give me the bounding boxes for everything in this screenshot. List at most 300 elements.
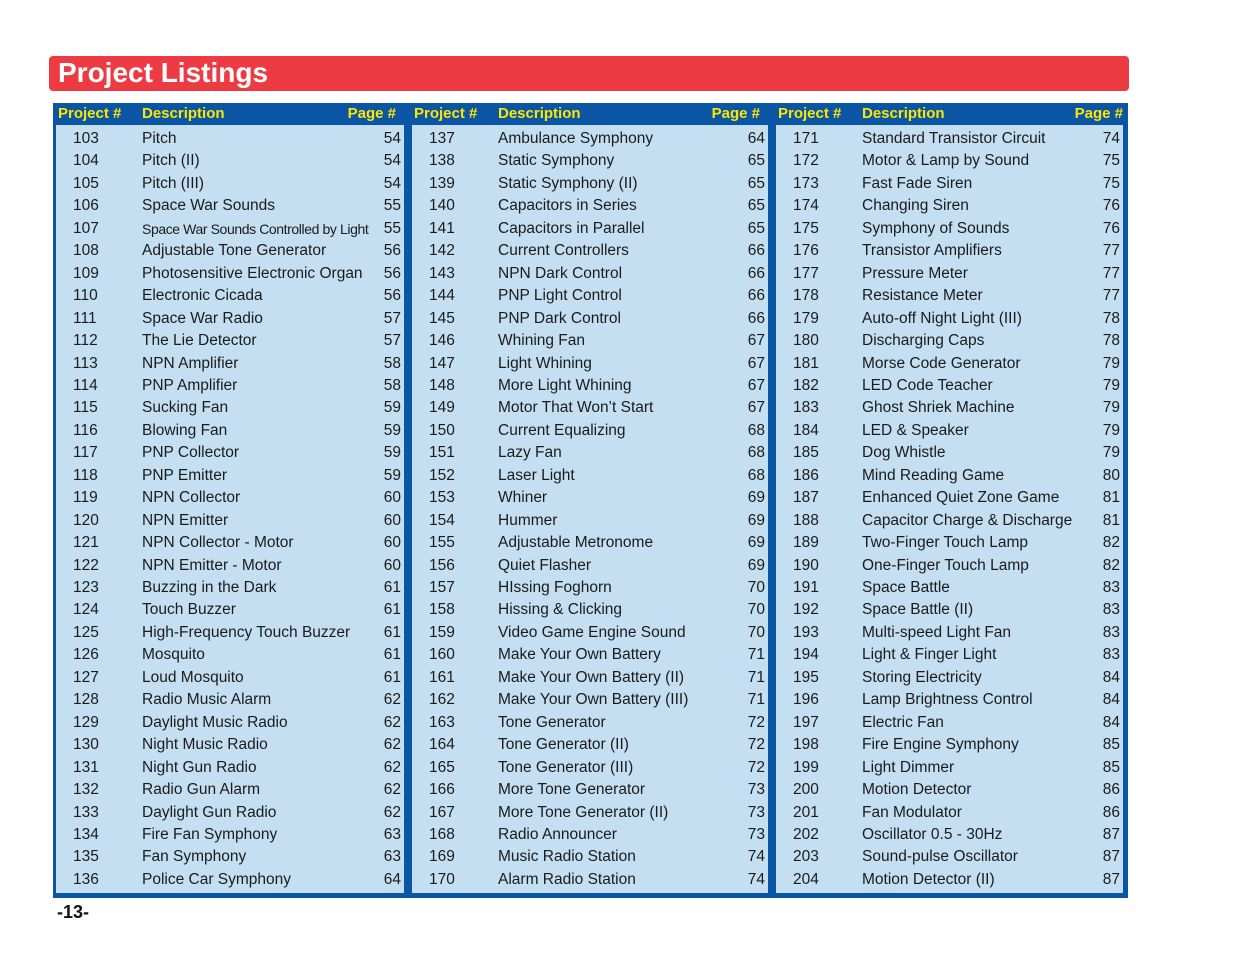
page-ref: 66: [747, 287, 765, 305]
page-ref: 55: [383, 197, 401, 215]
page-ref: 67: [747, 332, 765, 350]
project-number: 203: [793, 848, 819, 866]
project-description: More Tone Generator: [498, 781, 646, 799]
page-ref: 69: [747, 511, 765, 529]
project-number: 151: [429, 444, 455, 462]
project-description: Tone Generator (III): [498, 758, 634, 776]
table-row: [56, 128, 404, 150]
page-ref: 68: [747, 444, 765, 462]
page-ref: 78: [1102, 309, 1120, 327]
page-ref: 70: [747, 579, 765, 596]
page-ref: 65: [747, 197, 765, 215]
page-ref: 74: [1102, 130, 1120, 147]
table-row: [776, 712, 1123, 734]
table-row: [56, 510, 404, 532]
project-number: 123: [73, 579, 99, 596]
table-row: [412, 442, 768, 464]
table-row: [56, 689, 404, 711]
project-description: Auto-off Night Light (III): [862, 309, 1022, 327]
page-ref: 56: [383, 242, 401, 260]
table-row: [56, 846, 404, 868]
table-row: [56, 577, 404, 599]
project-number: 124: [73, 601, 99, 619]
table-row: [412, 263, 768, 285]
project-number: 161: [429, 668, 455, 686]
header-page: Page #: [1074, 105, 1123, 122]
project-number: 181: [793, 354, 819, 372]
project-description: More Light Whining: [498, 376, 632, 394]
table-row: [412, 510, 768, 532]
page-ref: 61: [383, 601, 401, 619]
table-row: [412, 622, 768, 644]
page-ref: 57: [383, 332, 401, 350]
project-description: Light Dimmer: [862, 758, 955, 776]
project-number: 152: [429, 466, 455, 484]
page-ref: 61: [383, 668, 401, 686]
project-description: Blowing Fan: [142, 421, 228, 439]
table-row: [412, 487, 768, 509]
project-description: Capacitors in Parallel: [498, 219, 645, 237]
project-description: Photosensitive Electronic Organ: [142, 264, 363, 282]
table-row: [776, 869, 1123, 891]
project-number: 148: [429, 376, 455, 394]
page-ref: 74: [747, 848, 765, 866]
page-ref: 61: [383, 646, 401, 664]
page-ref: 60: [383, 489, 401, 507]
project-number: 165: [429, 758, 455, 776]
project-number: 177: [793, 264, 819, 282]
project-description: Whiner: [498, 489, 548, 507]
project-number: 197: [793, 713, 819, 731]
table-row: [776, 644, 1123, 666]
project-description: Touch Buzzer: [142, 601, 236, 619]
project-number: 134: [73, 825, 99, 843]
table-header: [773, 103, 1128, 125]
page-ref: 69: [747, 534, 765, 552]
page-ref: 67: [747, 399, 765, 417]
project-number: 137: [429, 130, 455, 147]
project-description: Electric Fan: [862, 713, 944, 731]
project-description: Standard Transistor Circuit: [862, 130, 1046, 147]
project-description: Electronic Cicada: [142, 287, 263, 305]
table-row: [56, 375, 404, 397]
project-description: Make Your Own Battery: [498, 646, 661, 664]
project-number: 143: [429, 264, 455, 282]
project-description: Fire Engine Symphony: [862, 736, 1019, 754]
project-number: 114: [73, 376, 98, 394]
project-description: Police Car Symphony: [142, 870, 292, 888]
table-row: [56, 802, 404, 824]
project-description: Radio Announcer: [498, 825, 617, 843]
project-number: 193: [793, 623, 819, 641]
table-row: [412, 465, 768, 487]
table-row: [776, 667, 1123, 689]
project-number: 183: [793, 399, 819, 417]
project-description: Sound-pulse Oscillator: [862, 848, 1018, 866]
page-number: -13-: [57, 902, 90, 922]
page-ref: 86: [1102, 803, 1120, 821]
project-number: 113: [73, 354, 98, 372]
page-ref: 79: [1102, 354, 1120, 372]
table-row: [56, 308, 404, 330]
table-row: [776, 263, 1123, 285]
project-number: 185: [793, 444, 819, 462]
table-row: [776, 802, 1123, 824]
project-number: 168: [429, 825, 455, 843]
project-description: Music Radio Station: [498, 848, 636, 866]
project-number: 127: [73, 668, 99, 686]
page-ref: 74: [747, 870, 765, 888]
table-row: [412, 397, 768, 419]
project-description: Pitch (II): [142, 152, 200, 170]
page-ref: 65: [747, 219, 765, 237]
page-ref: 62: [383, 713, 401, 731]
title-banner: [49, 56, 1129, 91]
project-number: 174: [793, 197, 819, 215]
table-row: [776, 532, 1123, 554]
table-row: [412, 846, 768, 868]
page-ref: 62: [383, 691, 401, 709]
project-description: Sucking Fan: [142, 399, 229, 417]
page-ref: 66: [747, 264, 765, 282]
page-ref: 62: [383, 736, 401, 754]
project-number: 202: [793, 825, 819, 843]
table-row: [776, 150, 1123, 172]
project-description: Static Symphony (II): [498, 174, 638, 192]
project-number: 189: [793, 534, 819, 552]
table-row: [776, 420, 1123, 442]
table-row: [776, 195, 1123, 217]
page-ref: 61: [383, 579, 401, 596]
project-description: Adjustable Metronome: [498, 534, 654, 552]
page-ref: 68: [747, 421, 765, 439]
page-ref: 87: [1102, 870, 1120, 888]
project-number: 131: [73, 758, 99, 776]
table-body: [56, 125, 404, 893]
project-number: 118: [73, 466, 98, 484]
page-ref: 79: [1102, 444, 1120, 462]
table-row: [56, 622, 404, 644]
project-number: 138: [429, 152, 455, 170]
table-column: [409, 103, 773, 898]
project-description: LED & Speaker: [862, 421, 969, 439]
project-description: Static Symphony: [498, 152, 615, 170]
table-row: [412, 308, 768, 330]
project-description: PNP Collector: [142, 444, 240, 462]
project-description: Night Music Radio: [142, 736, 268, 754]
table-row: [412, 555, 768, 577]
project-description: Whining Fan: [498, 332, 586, 350]
project-description: Video Game Engine Sound: [498, 623, 686, 641]
project-description: Laser Light: [498, 466, 575, 484]
table-row: [776, 577, 1123, 599]
table-row: [56, 667, 404, 689]
project-number: 132: [73, 781, 99, 799]
project-description: Hissing & Clicking: [498, 601, 623, 619]
project-number: 196: [793, 691, 819, 709]
page-ref: 58: [383, 354, 401, 372]
project-number: 129: [73, 713, 99, 731]
project-description: Enhanced Quiet Zone Game: [862, 489, 1060, 507]
page-ref: 77: [1102, 287, 1120, 305]
project-number: 195: [793, 668, 819, 686]
page-ref: 83: [1102, 579, 1120, 596]
table-row: [56, 869, 404, 891]
project-number: 199: [793, 758, 819, 776]
page-ref: 54: [383, 152, 401, 170]
project-description: More Tone Generator (II): [498, 803, 669, 821]
table-row: [776, 622, 1123, 644]
project-description: Space War Sounds: [142, 197, 275, 215]
project-description: Make Your Own Battery (III): [498, 691, 689, 709]
page-ref: 64: [383, 870, 401, 888]
project-number: 175: [793, 219, 819, 237]
project-number: 173: [793, 174, 819, 192]
project-description: Night Gun Radio: [142, 758, 257, 776]
project-number: 117: [73, 444, 98, 462]
page-ref: 66: [747, 242, 765, 260]
page-ref: 59: [383, 444, 401, 462]
project-description: Ghost Shriek Machine: [862, 399, 1015, 417]
table-row: [776, 465, 1123, 487]
project-description: High-Frequency Touch Buzzer: [142, 623, 351, 641]
project-number: 179: [793, 309, 819, 327]
project-description: NPN Emitter: [142, 511, 229, 529]
table-row: [776, 285, 1123, 307]
project-description: Transistor Amplifiers: [862, 242, 1002, 260]
table-row: [56, 420, 404, 442]
page-ref: 59: [383, 466, 401, 484]
project-description: NPN Emitter - Motor: [142, 556, 282, 574]
project-description: NPN Collector - Motor: [142, 534, 294, 552]
project-number: 149: [429, 399, 455, 417]
page-ref: 60: [383, 556, 401, 574]
project-number: 109: [73, 264, 99, 282]
page-ref: 71: [747, 668, 765, 686]
table-row: [776, 128, 1123, 150]
page-ref: 63: [383, 825, 401, 843]
project-number: 182: [793, 376, 819, 394]
project-description: Light & Finger Light: [862, 646, 997, 664]
project-description: Motor & Lamp by Sound: [862, 152, 1030, 170]
page-ref: 79: [1102, 399, 1120, 417]
project-number: 146: [429, 332, 455, 350]
table-row: [412, 779, 768, 801]
project-description: Capacitor Charge & Discharge: [862, 511, 1073, 529]
page-ref: 72: [747, 736, 765, 754]
table-row: [56, 599, 404, 621]
project-number: 170: [429, 870, 455, 888]
project-number: 164: [429, 736, 455, 754]
page-ref: 75: [1102, 152, 1120, 170]
table-row: [56, 285, 404, 307]
table-row: [56, 712, 404, 734]
page-ref: 73: [747, 781, 765, 799]
page-ref: 70: [747, 623, 765, 641]
header-page: Page #: [347, 105, 396, 122]
project-number: 153: [429, 489, 455, 507]
project-description: Symphony of Sounds: [862, 219, 1010, 237]
page-ref: 87: [1102, 825, 1120, 843]
table-row: [412, 689, 768, 711]
project-number: 133: [73, 803, 99, 821]
table-row: [412, 644, 768, 666]
project-description: The Lie Detector: [142, 332, 257, 350]
table-row: [412, 420, 768, 442]
project-number: 162: [429, 691, 455, 709]
project-number: 104: [73, 152, 99, 170]
table-row: [56, 779, 404, 801]
header-project: Project #: [58, 105, 122, 122]
page-ref: 69: [747, 489, 765, 507]
project-description: NPN Dark Control: [498, 264, 623, 282]
project-description: Dog Whistle: [862, 444, 946, 462]
table-row: [776, 487, 1123, 509]
table-row: [56, 824, 404, 846]
page-ref: 67: [747, 376, 765, 394]
project-number: 111: [73, 309, 97, 327]
project-description: Daylight Gun Radio: [142, 803, 277, 821]
page-ref: 54: [383, 130, 401, 147]
table-row: [776, 734, 1123, 756]
project-description: Pressure Meter: [862, 264, 968, 282]
project-description: Pitch: [142, 130, 177, 147]
page-ref: 82: [1102, 556, 1120, 574]
page-ref: 84: [1102, 668, 1120, 686]
table-row: [776, 240, 1123, 262]
header-project: Project #: [414, 105, 478, 122]
page-ref: 79: [1102, 421, 1120, 439]
project-number: 121: [73, 534, 99, 552]
project-description: Buzzing in the Dark: [142, 579, 277, 596]
project-description: Lamp Brightness Control: [862, 691, 1033, 709]
table-row: [412, 218, 768, 240]
project-description: Two-Finger Touch Lamp: [862, 534, 1028, 552]
table-row: [56, 757, 404, 779]
project-description: Space Battle: [862, 579, 950, 596]
page-ref: 56: [383, 287, 401, 305]
project-number: 169: [429, 848, 455, 866]
table-row: [412, 734, 768, 756]
table-row: [776, 218, 1123, 240]
header-description: Description: [142, 105, 225, 122]
project-number: 120: [73, 511, 99, 529]
table-row: [412, 667, 768, 689]
project-description: Motor That Won’t Start: [498, 399, 654, 417]
table-row: [776, 353, 1123, 375]
page-ref: 81: [1102, 511, 1120, 529]
project-description: One-Finger Touch Lamp: [862, 556, 1029, 574]
page-ref: 72: [747, 758, 765, 776]
project-description: Hummer: [498, 511, 558, 529]
page-ref: 65: [747, 152, 765, 170]
project-number: 187: [793, 489, 819, 507]
project-description: PNP Light Control: [498, 287, 622, 305]
table-row: [412, 150, 768, 172]
project-number: 172: [793, 152, 819, 170]
project-number: 201: [793, 803, 819, 821]
project-number: 126: [73, 646, 99, 664]
project-number: 157: [429, 579, 455, 596]
page-ref: 84: [1102, 691, 1120, 709]
table-row: [56, 555, 404, 577]
page-ref: 73: [747, 825, 765, 843]
page-ref: 71: [747, 646, 765, 664]
project-number: 188: [793, 511, 819, 529]
project-description: Motion Detector: [862, 781, 972, 799]
project-number: 106: [73, 197, 99, 215]
project-number: 119: [73, 489, 98, 507]
project-number: 135: [73, 848, 99, 866]
project-description: Tone Generator: [498, 713, 606, 731]
project-description: Mind Reading Game: [862, 466, 1005, 484]
project-number: 159: [429, 623, 455, 641]
table-row: [412, 599, 768, 621]
page-ref: 87: [1102, 848, 1120, 866]
table-row: [776, 397, 1123, 419]
project-number: 204: [793, 870, 819, 888]
project-number: 160: [429, 646, 455, 664]
page-ref: 73: [747, 803, 765, 821]
table-header: [53, 103, 409, 125]
page-ref: 79: [1102, 376, 1120, 394]
project-number: 139: [429, 174, 455, 192]
project-number: 147: [429, 354, 455, 372]
page-ref: 85: [1102, 736, 1120, 754]
table-row: [56, 487, 404, 509]
project-number: 191: [793, 579, 819, 596]
page-ref: 57: [383, 309, 401, 327]
project-number: 155: [429, 534, 455, 552]
project-description: Fan Symphony: [142, 848, 247, 866]
project-number: 125: [73, 623, 99, 641]
project-number: 108: [73, 242, 99, 260]
table-row: [412, 285, 768, 307]
page-ref: 72: [747, 713, 765, 731]
project-number: 140: [429, 197, 455, 215]
page-ref: 54: [383, 174, 401, 192]
table-row: [56, 465, 404, 487]
project-description: Make Your Own Battery (II): [498, 668, 685, 686]
page-title: Project Listings: [58, 57, 269, 88]
table-column: [53, 103, 409, 898]
table-row: [412, 195, 768, 217]
table-row: [56, 330, 404, 352]
project-description: Daylight Music Radio: [142, 713, 288, 731]
project-number: 156: [429, 556, 455, 574]
page-ref: 76: [1102, 219, 1120, 237]
project-number: 116: [73, 421, 98, 439]
page-ref: 67: [747, 354, 765, 372]
project-description: Tone Generator (II): [498, 736, 629, 754]
page-ref: 69: [747, 556, 765, 574]
page-ref: 62: [383, 803, 401, 821]
table-row: [56, 240, 404, 262]
project-description: Alarm Radio Station: [498, 870, 636, 888]
project-description: Quiet Flasher: [498, 556, 592, 574]
project-description: Fast Fade Siren: [862, 174, 973, 192]
project-number: 180: [793, 332, 819, 350]
table-row: [412, 577, 768, 599]
project-description: Radio Gun Alarm: [142, 781, 261, 799]
project-number: 141: [429, 219, 455, 237]
page-ref: 62: [383, 758, 401, 776]
project-description: PNP Dark Control: [498, 309, 621, 327]
project-number: 163: [429, 713, 455, 731]
page-ref: 56: [383, 264, 401, 282]
page-ref: 68: [747, 466, 765, 484]
table-row: [412, 375, 768, 397]
